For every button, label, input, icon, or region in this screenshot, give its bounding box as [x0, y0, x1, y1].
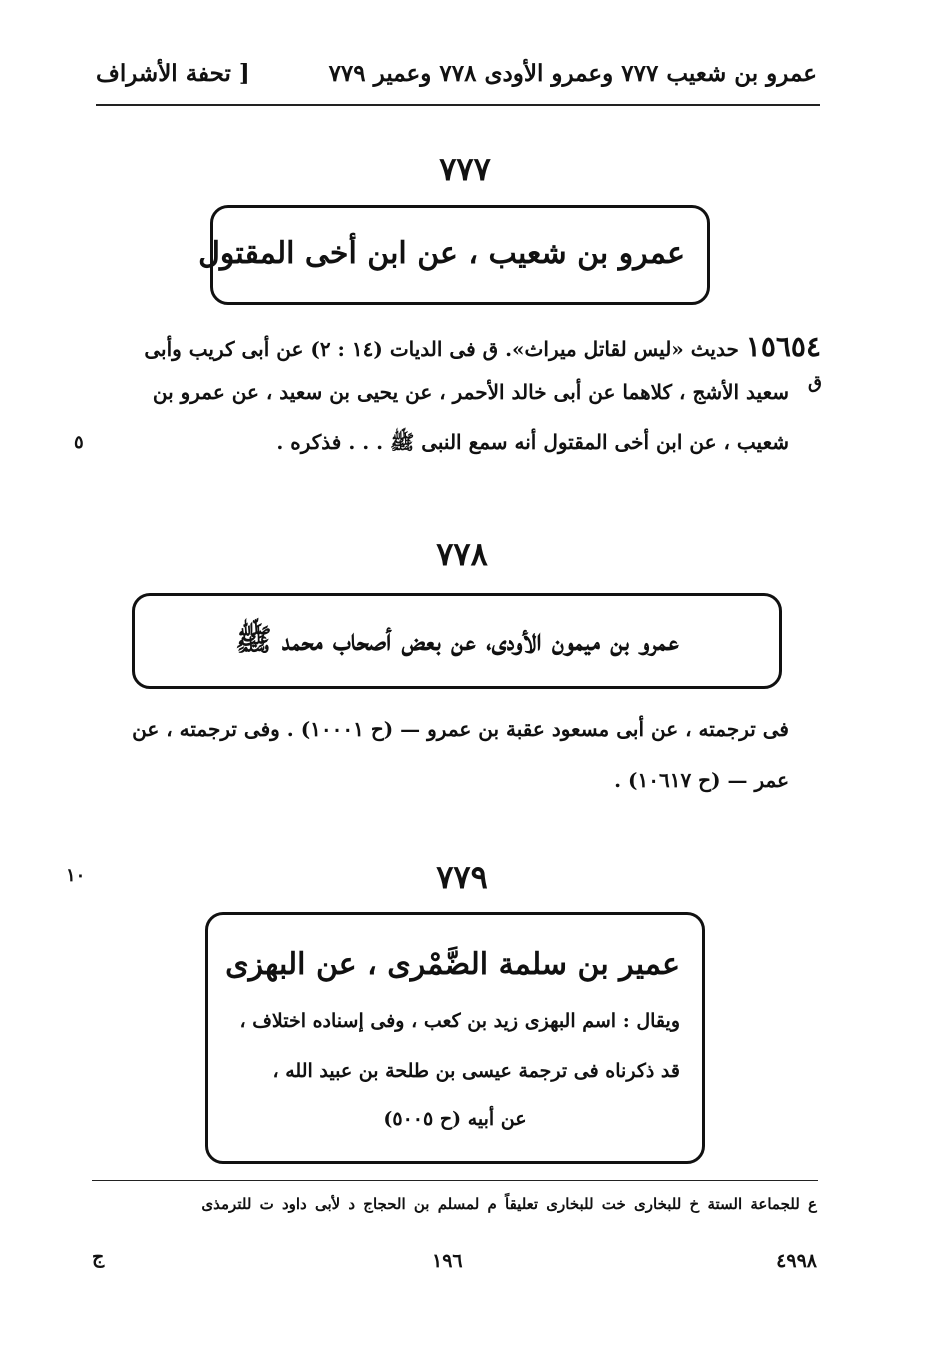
section-777-line-3: شعيب ، عن ابن أخى المقتول أنه سمع النبى ﷺ . . . فذكره . [276, 430, 789, 454]
section-number-779: ٧٧٩ [436, 858, 488, 896]
section-777-title-box [198, 205, 710, 305]
section-number-777: ٧٧٧ [439, 150, 491, 188]
section-777-line-1-text: حديث «ليس لقاتل ميراث». ق فى الديات (١٤ : ٢) عن أبى كريب وأبى [144, 337, 739, 361]
footer-left-mark: ج [92, 1246, 105, 1268]
margin-line-number-5: ٥ [74, 432, 84, 453]
section-777-line-2: سعيد الأشج ، كلاهما عن أبى خالد الأحمر ، عن يحيى بن سعيد ، عن عمرو بن [152, 380, 789, 404]
section-778-line-2: عمر — (ح ١٠٦١٧) . [614, 768, 789, 792]
side-mark-qaf: ق [808, 372, 822, 393]
section-777-title: عمرو بن شعيب ، عن ابن أخى المقتول [198, 236, 685, 271]
section-779-line-2: قد ذكرناه فى ترجمة عيسى بن طلحة بن عبيد الله ، [272, 1060, 680, 1082]
section-778-line-1: فى ترجمته ، عن أبى مسعود عقبة بن عمرو — (ح ١٠٠٠١) . وفى ترجمته ، عن [132, 717, 789, 741]
hadith-number: ١٥٦٥٤ [745, 330, 821, 363]
section-779-line-1: ويقال : اسم البهزى زيد بن كعب ، وفى إسناده اختلاف ، [239, 1010, 680, 1032]
section-777-line-1 [96, 330, 821, 363]
header-rule [96, 104, 820, 106]
section-779-title: عمير بن سلمة الضَّمْرى ، عن البهزى [225, 947, 680, 982]
section-779-line-3: عن أبيه (ح ٥٠٠٥) [383, 1108, 527, 1130]
margin-line-number-10: ١٠ [66, 865, 86, 886]
section-778-title: عمرو بن ميمون الأودى، عن بعض أصحاب محمد ﷺ [235, 623, 679, 658]
page-number: ١٩٦ [432, 1250, 463, 1272]
footer-abbreviations: ع للجماعة الستة خ للبخارى خت للبخارى تعليقاً م لمسلم بن الحجاج د لأبى داود ت للترمذى [201, 1195, 817, 1213]
footer-rule [92, 1180, 818, 1181]
section-779-box [205, 912, 705, 1164]
running-title: عمرو بن شعيب ٧٧٧ وعمرو الأودى ٧٧٨ وعمير ٧٧٩ [328, 60, 817, 87]
section-number-778: ٧٧٨ [436, 535, 488, 573]
book-title: [ تحفة الأشراف [96, 60, 250, 87]
section-778-title-box [132, 593, 782, 689]
footer-right-number: ٤٩٩٨ [776, 1250, 817, 1272]
